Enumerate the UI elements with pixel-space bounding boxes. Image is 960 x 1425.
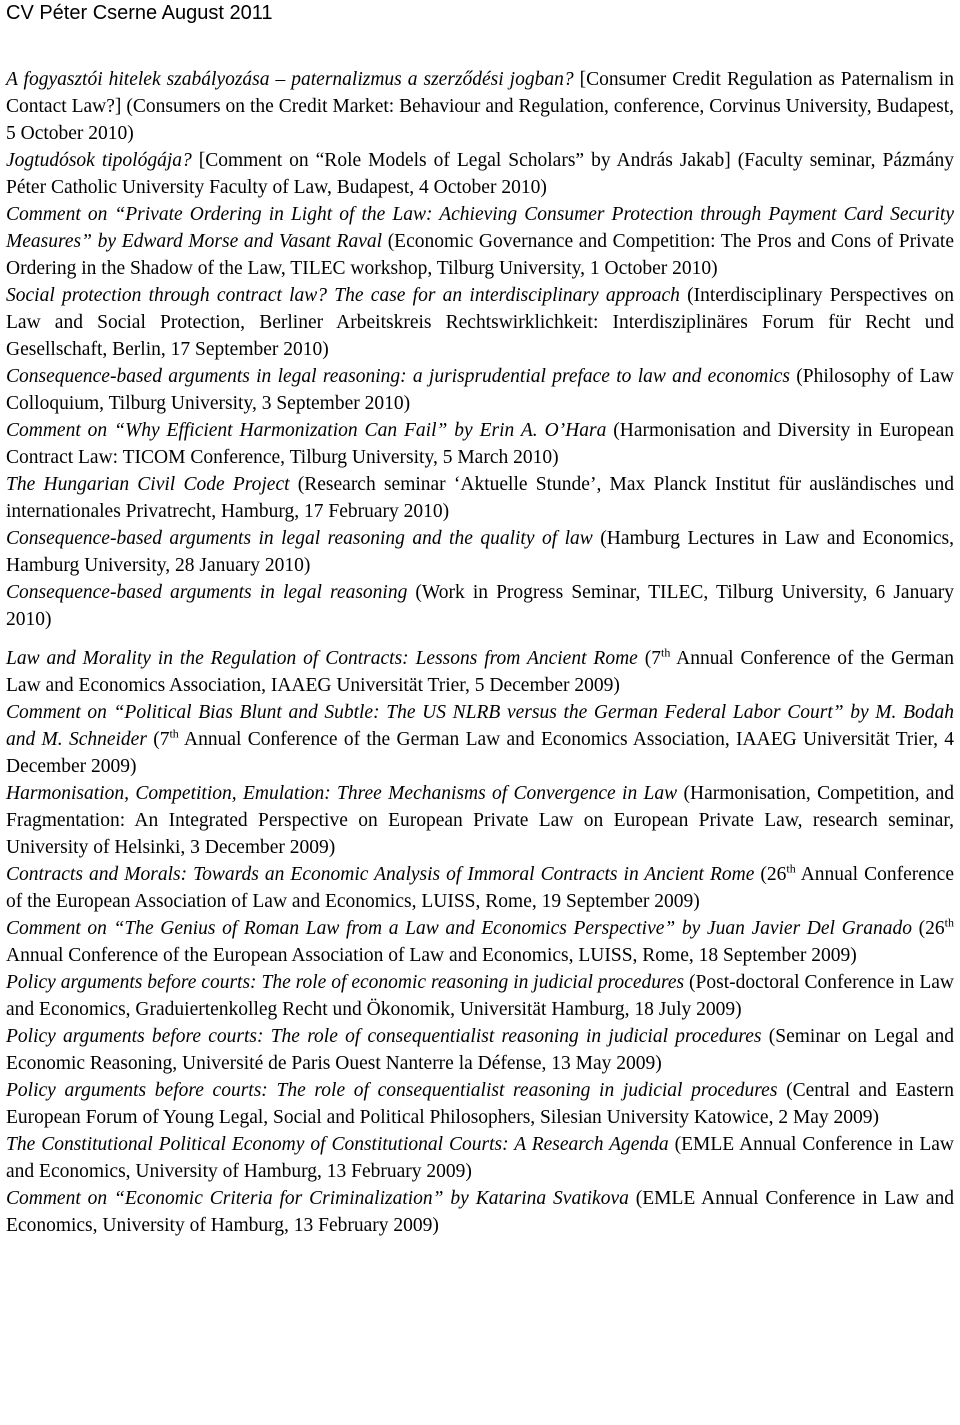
list-item: Social protection through contract law? The case for an interdisciplinary approach (Interdisciplinary Perspectives on Law and Social Protection, Berliner Arbeitskreis Rechtswirklichkeit: Interdisziplinäres Forum für Recht und Gesellschaft, Berlin, 17 September 2010) [6,285,954,360]
list-item: A fogyasztói hitelek szabályozása – paternalizmus a szerződési jogban? [Consumer Credit Regulation as Paternalism in Contact Law?] (Consumers on the Credit Market: Behaviour and Regulation, conference, Corvinus University, Budapest, 5 October 2010) [6,69,954,144]
page-header [6,0,272,26]
list-item: Contracts and Morals: Towards an Economic Analysis of Immoral Contracts in Ancient Rome (26th Annual Conference of the European Association of Law and Economics, LUISS, Rome, 19 September 2009) [6,861,954,912]
list-item: Consequence-based arguments in legal reasoning and the quality of law (Hamburg Lectures in Law and Economics, Hamburg University, 28 January 2010) [6,528,954,576]
list-item: Comment on “Private Ordering in Light of the Law: Achieving Consumer Protection through Payment Card Security Measures” by Edward Morse and Vasant Raval (Economic Governance and Competition: The Pros and Cons of Private Ordering in the Shadow of the Law, TILEC workshop, Tilburg University, 1 October 2010) [6,204,954,279]
list-item: Consequence-based arguments in legal reasoning (Work in Progress Seminar, TILEC, Tilburg University, 6 January 2010) [6,582,954,630]
list-item: Harmonisation, Competition, Emulation: Three Mechanisms of Convergence in Law (Harmonisation, Competition, and Fragmentation: An Integrated Perspective on European Private Law on European Private Law, research seminar, University of Helsinki, 3 December 2009) [6,783,955,858]
list-item: Comment on “Economic Criteria for Criminalization” by Katarina Svatikova (EMLE Annual Conference in Law and Economics, University of Hamburg, 13 February 2009) [6,1188,954,1236]
list-item: Comment on “Political Bias Blunt and Subtle: The US NLRB versus the German Federal Labor Court” by M. Bodah and M. Schneider (7th Annual Conference of the German Law and Economics Association, IAAEG Universität Trier, 4 December 2009) [6,702,954,777]
list-item: The Constitutional Political Economy of Constitutional Courts: A Research Agenda (EMLE Annual Conference in Law and Economics, University of Hamburg, 13 February 2009) [6,1134,954,1182]
list-item: Jogtudósok tipológája? [Comment on “Role Models of Legal Scholars” by András Jakab] (Faculty seminar, Pázmány Péter Catholic University Faculty of Law, Budapest, 4 October 2010) [6,150,954,198]
list-item: The Hungarian Civil Code Project (Research seminar ‘Aktuelle Stunde’, Max Planck Institut für ausländisches und internationales Privatrecht, Hamburg, 17 February 2010) [6,474,954,522]
header-title: CV Péter Cserne August 2011 [6,2,273,24]
list-item: Comment on “The Genius of Roman Law from a Law and Economics Perspective” by Juan Javier Del Granado (26th Annual Conference of the European Association of Law and Economics, LUISS, Rome, 18 September 2009) [6,915,955,966]
list-item: Law and Morality in the Regulation of Contracts: Lessons from Ancient Rome (7th Annual Conference of the German Law and Economics Association, IAAEG Universität Trier, 5 December 2009) [6,645,954,696]
list-item: Policy arguments before courts: The role of economic reasoning in judicial procedures (Post-doctoral Conference in Law and Economics, Graduiertenkolleg Recht und Ökonomik, Universität Hamburg, 18 July 2009) [6,972,954,1020]
list-item: Consequence-based arguments in legal reasoning: a jurisprudential preface to law and economics (Philosophy of Law Colloquium, Tilburg University, 3 September 2010) [6,366,954,414]
list-item: Policy arguments before courts: The role of consequentialist reasoning in judicial procedures (Seminar on Legal and Economic Reasoning, Université de Paris Ouest Nanterre la Défense, 13 May 2009) [6,1026,954,1074]
presentations-list [6,66,954,1239]
list-item: Comment on “Why Efficient Harmonization Can Fail” by Erin A. O’Hara (Harmonisation and Diversity in European Contract Law: TICOM Conference, Tilburg University, 5 March 2010) [6,420,954,468]
list-item: Policy arguments before courts: The role of consequentialist reasoning in judicial procedures (Central and Eastern European Forum of Young Legal, Social and Political Philosophers, Silesian University Katowice, 2 May 2009) [6,1080,954,1128]
